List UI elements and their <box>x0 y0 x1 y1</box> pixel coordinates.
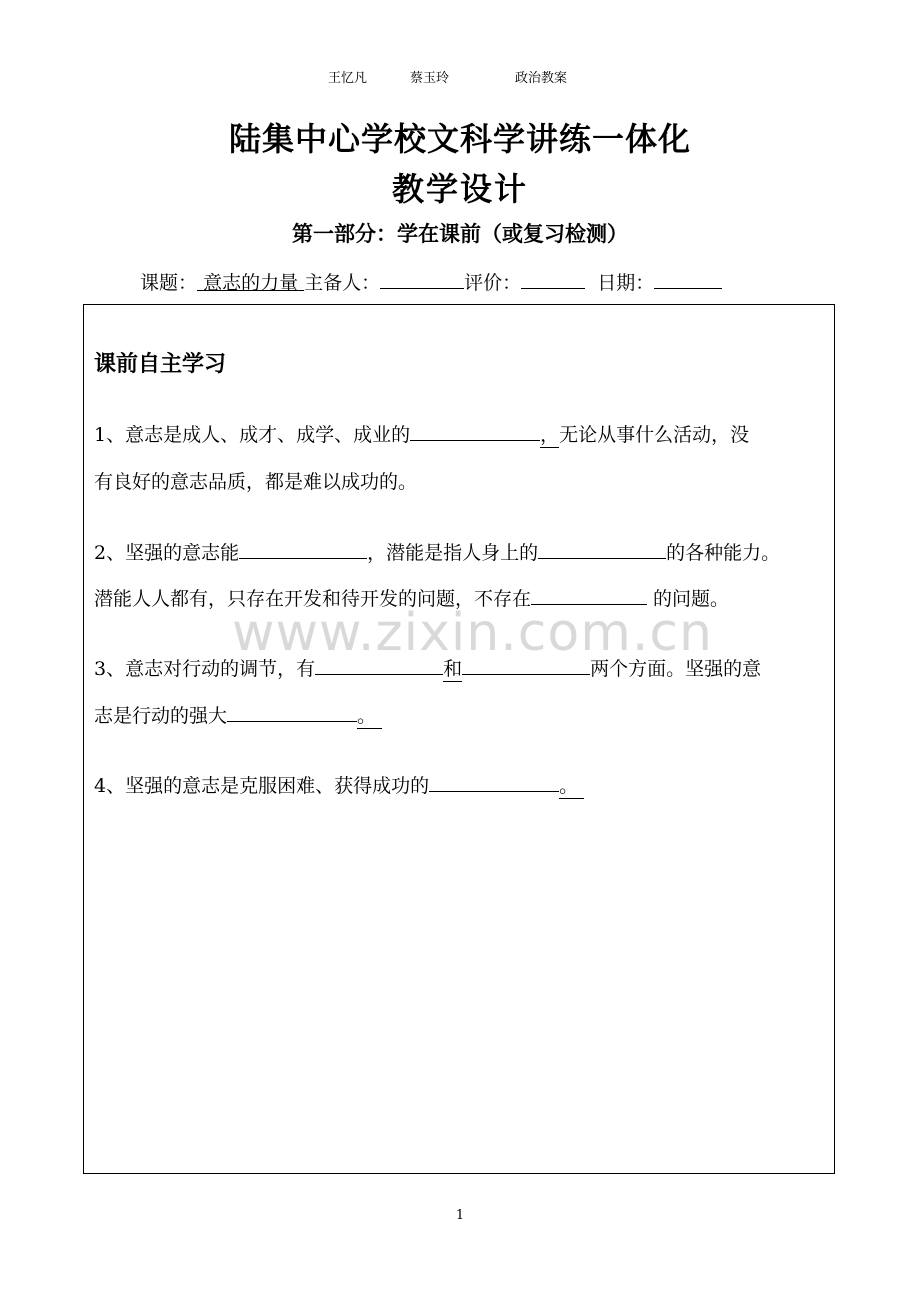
q2-blank-1[interactable] <box>239 558 367 559</box>
date-blank[interactable] <box>654 270 722 289</box>
q1-line1: 1、意志是成人、成才、成学、成业的 ，无论从事什么活动，没 <box>94 420 834 448</box>
preparer-blank[interactable] <box>380 270 464 289</box>
q4-blank[interactable] <box>429 791 559 792</box>
topic-value: 意志的力量 <box>203 272 299 294</box>
q1-blank[interactable] <box>410 440 540 441</box>
q3-blank-1[interactable] <box>315 674 443 675</box>
author-2: 蔡玉玲 <box>410 71 450 86</box>
q1-line2: 有良好的意志品质，都是难以成功的。 <box>94 471 418 493</box>
q3-blank-3[interactable] <box>227 721 357 722</box>
q2-line1: 2、坚强的意志能 ，潜能是指人身上的 的各种能力。 <box>94 542 781 564</box>
q3-line2: 志是行动的强大 。 <box>94 701 834 729</box>
preparer-label: 主备人： <box>304 272 381 294</box>
topic-label: 课题： <box>140 272 198 294</box>
date-label: 日期： <box>597 272 655 294</box>
part-title: 第一部分：学在课前（或复习检测） <box>292 222 628 246</box>
meta-line <box>140 268 722 295</box>
rating-label: 评价： <box>464 272 522 294</box>
q3-blank-2[interactable] <box>462 674 590 675</box>
q4-line1: 4、坚强的意志是克服困难、获得成功的 。 <box>94 771 834 799</box>
content-box <box>83 304 835 1174</box>
section-title: 课前自主学习 <box>94 352 227 377</box>
page-number: 1 <box>455 1208 465 1223</box>
author-1: 王忆凡 <box>328 71 368 86</box>
rating-blank[interactable] <box>521 270 585 289</box>
main-title: 陆集中心学校文科学讲练一体化 <box>228 120 691 158</box>
sub-title: 教学设计 <box>391 170 528 208</box>
watermark: www.zixin.com.cn <box>232 603 713 663</box>
doc-category: 政治教案 <box>515 71 568 86</box>
q2-blank-2[interactable] <box>538 558 666 559</box>
q2-line2: 潜能人人都有，只存在开发和待开发的问题，不存在 的问题。 <box>94 588 730 610</box>
q3-line1: 3、意志对行动的调节，有 和 两个方面。坚强的意 <box>94 654 834 682</box>
